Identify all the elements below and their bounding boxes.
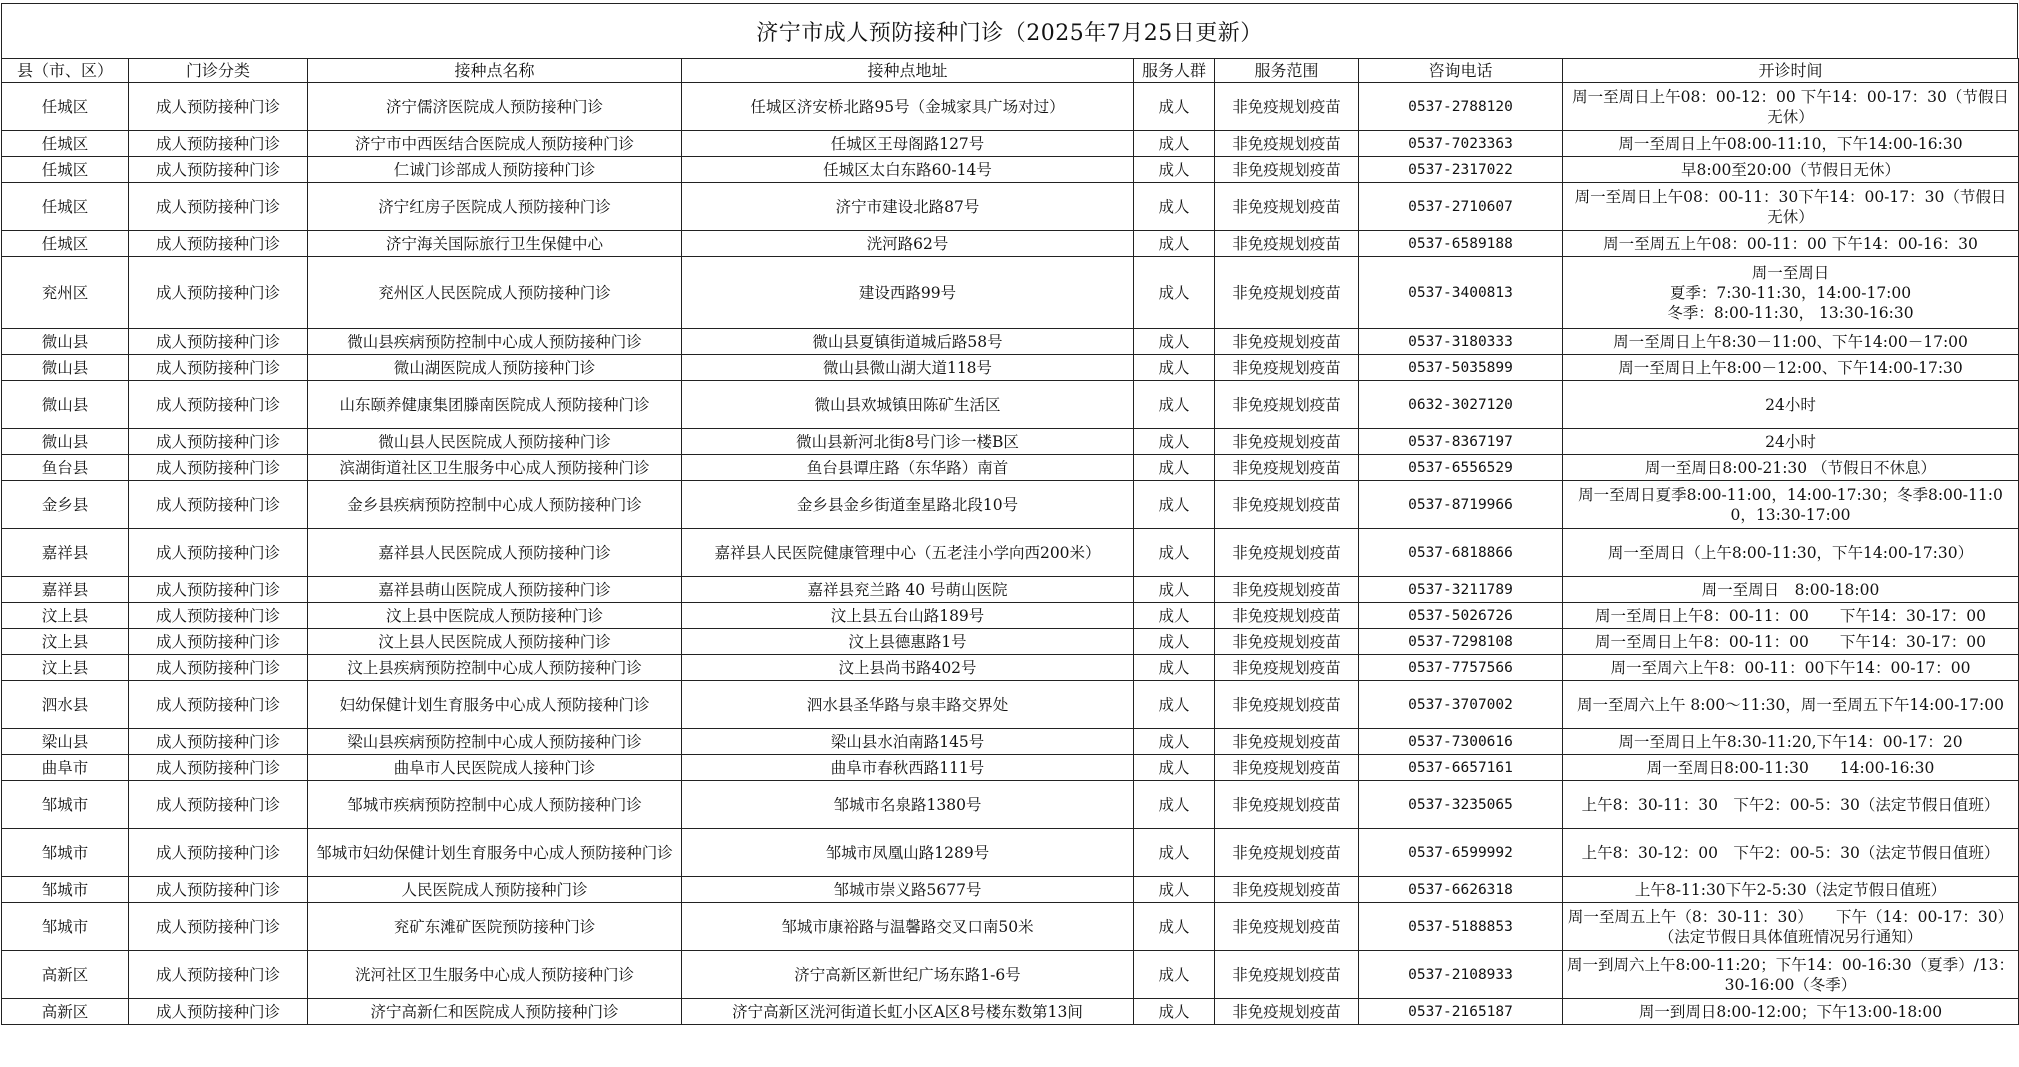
- address-cell: 微山县微山湖大道118号: [682, 355, 1134, 381]
- table-row: [2, 257, 2019, 329]
- phone-cell: 0537-5188853: [1359, 903, 1563, 951]
- scope-cell: 非免疫规划疫苗: [1215, 529, 1359, 577]
- phone-cell: 0537-6626318: [1359, 877, 1563, 903]
- table-row: [2, 429, 2019, 455]
- county-cell: 微山县: [2, 429, 129, 455]
- category-cell: 成人预防接种门诊: [129, 529, 308, 577]
- hours-line: 冬季：8:00-11:30， 13:30-16:30: [1667, 303, 1914, 322]
- county-cell: 微山县: [2, 381, 129, 429]
- table-row: [2, 629, 2019, 655]
- category-cell: 成人预防接种门诊: [129, 755, 308, 781]
- clinic-name-cell: 妇幼保健计划生育服务中心成人预防接种门诊: [308, 681, 682, 729]
- address-cell: 微山县夏镇街道城后路58号: [682, 329, 1134, 355]
- scope-cell: 非免疫规划疫苗: [1215, 355, 1359, 381]
- clinic-name-cell: 邹城市疾病预防控制中心成人预防接种门诊: [308, 781, 682, 829]
- clinic-name-cell: 金乡县疾病预防控制中心成人预防接种门诊: [308, 481, 682, 529]
- group-cell: 成人: [1134, 655, 1215, 681]
- scope-cell: 非免疫规划疫苗: [1215, 329, 1359, 355]
- table-row: [2, 781, 2019, 829]
- scope-cell: 非免疫规划疫苗: [1215, 681, 1359, 729]
- hours-cell: 周一至周五上午（8：30-11：30） 下午（14：00-17：30）（法定节假日具体值班情况另行通知）: [1563, 903, 2019, 951]
- hours-cell: 周一到周日8:00-12:00；下午13:00-18:00: [1563, 999, 2019, 1025]
- phone-cell: 0537-8367197: [1359, 429, 1563, 455]
- group-cell: 成人: [1134, 131, 1215, 157]
- address-cell: 任城区济安桥北路95号（金城家具广场对过）: [682, 83, 1134, 131]
- scope-cell: 非免疫规划疫苗: [1215, 781, 1359, 829]
- category-cell: 成人预防接种门诊: [129, 577, 308, 603]
- table-row: [2, 157, 2019, 183]
- scope-cell: 非免疫规划疫苗: [1215, 381, 1359, 429]
- phone-cell: 0537-6657161: [1359, 755, 1563, 781]
- table-row: [2, 481, 2019, 529]
- group-cell: 成人: [1134, 429, 1215, 455]
- category-cell: 成人预防接种门诊: [129, 131, 308, 157]
- category-cell: 成人预防接种门诊: [129, 183, 308, 231]
- phone-cell: 0537-2165187: [1359, 999, 1563, 1025]
- scope-cell: 非免疫规划疫苗: [1215, 729, 1359, 755]
- scope-cell: 非免疫规划疫苗: [1215, 829, 1359, 877]
- address-cell: 邹城市凤凰山路1289号: [682, 829, 1134, 877]
- phone-cell: 0632-3027120: [1359, 381, 1563, 429]
- county-cell: 任城区: [2, 231, 129, 257]
- county-cell: 鱼台县: [2, 455, 129, 481]
- scope-cell: 非免疫规划疫苗: [1215, 877, 1359, 903]
- county-cell: 汶上县: [2, 655, 129, 681]
- group-cell: 成人: [1134, 729, 1215, 755]
- table-row: [2, 381, 2019, 429]
- county-cell: 嘉祥县: [2, 577, 129, 603]
- address-cell: 汶上县尚书路402号: [682, 655, 1134, 681]
- scope-cell: 非免疫规划疫苗: [1215, 577, 1359, 603]
- county-cell: 金乡县: [2, 481, 129, 529]
- scope-cell: 非免疫规划疫苗: [1215, 755, 1359, 781]
- group-cell: 成人: [1134, 231, 1215, 257]
- table-row: [2, 603, 2019, 629]
- group-cell: 成人: [1134, 455, 1215, 481]
- category-cell: 成人预防接种门诊: [129, 903, 308, 951]
- address-cell: 汶上县五台山路189号: [682, 603, 1134, 629]
- hours-cell: 周一至周日上午8：00-11：00 下午14：30-17：00: [1563, 603, 2019, 629]
- county-cell: 邹城市: [2, 877, 129, 903]
- category-cell: 成人预防接种门诊: [129, 829, 308, 877]
- category-cell: 成人预防接种门诊: [129, 83, 308, 131]
- county-cell: 邹城市: [2, 829, 129, 877]
- phone-cell: 0537-8719966: [1359, 481, 1563, 529]
- table-row: [2, 329, 2019, 355]
- county-cell: 兖州区: [2, 257, 129, 329]
- clinic-table: [1, 58, 2019, 1025]
- hours-line: 周一至周日: [1751, 263, 1830, 282]
- category-cell: 成人预防接种门诊: [129, 429, 308, 455]
- address-cell: 济宁高新区新世纪广场东路1-6号: [682, 951, 1134, 999]
- phone-cell: 0537-7298108: [1359, 629, 1563, 655]
- clinic-name-cell: 微山县人民医院成人预防接种门诊: [308, 429, 682, 455]
- table-row: [2, 877, 2019, 903]
- table-row: [2, 183, 2019, 231]
- phone-cell: 0537-5026726: [1359, 603, 1563, 629]
- scope-cell: 非免疫规划疫苗: [1215, 481, 1359, 529]
- header-hours: 开诊时间: [1563, 59, 2019, 83]
- phone-cell: 0537-2710607: [1359, 183, 1563, 231]
- scope-cell: 非免疫规划疫苗: [1215, 257, 1359, 329]
- group-cell: 成人: [1134, 157, 1215, 183]
- group-cell: 成人: [1134, 681, 1215, 729]
- clinic-name-cell: 济宁高新仁和医院成人预防接种门诊: [308, 999, 682, 1025]
- phone-cell: 0537-5035899: [1359, 355, 1563, 381]
- address-cell: 梁山县水泊南路145号: [682, 729, 1134, 755]
- category-cell: 成人预防接种门诊: [129, 157, 308, 183]
- category-cell: 成人预防接种门诊: [129, 999, 308, 1025]
- group-cell: 成人: [1134, 329, 1215, 355]
- header-category: 门诊分类: [129, 59, 308, 83]
- category-cell: 成人预防接种门诊: [129, 481, 308, 529]
- county-cell: 任城区: [2, 157, 129, 183]
- address-cell: 金乡县金乡街道奎星路北段10号: [682, 481, 1134, 529]
- scope-cell: 非免疫规划疫苗: [1215, 231, 1359, 257]
- county-cell: 微山县: [2, 355, 129, 381]
- hours-cell: [1563, 257, 2019, 329]
- clinic-name-cell: 微山湖医院成人预防接种门诊: [308, 355, 682, 381]
- address-cell: 泗水县圣华路与泉丰路交界处: [682, 681, 1134, 729]
- header-phone: 咨询电话: [1359, 59, 1563, 83]
- phone-cell: 0537-6599992: [1359, 829, 1563, 877]
- address-cell: 微山县欢城镇田陈矿生活区: [682, 381, 1134, 429]
- table-row: [2, 655, 2019, 681]
- scope-cell: 非免疫规划疫苗: [1215, 455, 1359, 481]
- address-cell: 嘉祥县兖兰路 40 号萌山医院: [682, 577, 1134, 603]
- table-row: [2, 903, 2019, 951]
- category-cell: 成人预防接种门诊: [129, 455, 308, 481]
- table-row: [2, 231, 2019, 257]
- scope-cell: 非免疫规划疫苗: [1215, 131, 1359, 157]
- hours-cell: 早8:00至20:00（节假日无休）: [1563, 157, 2019, 183]
- address-cell: 鱼台县谭庄路（东华路）南首: [682, 455, 1134, 481]
- phone-cell: 0537-7300616: [1359, 729, 1563, 755]
- hours-cell: 周一至周日上午8:30-11:20,下午14：00-17：20: [1563, 729, 2019, 755]
- address-cell: 微山县新河北街8号门诊一楼B区: [682, 429, 1134, 455]
- county-cell: 微山县: [2, 329, 129, 355]
- clinic-name-cell: 山东颐养健康集团滕南医院成人预防接种门诊: [308, 381, 682, 429]
- clinic-name-cell: 曲阜市人民医院成人接种门诊: [308, 755, 682, 781]
- phone-cell: 0537-7757566: [1359, 655, 1563, 681]
- county-cell: 高新区: [2, 951, 129, 999]
- clinic-name-cell: 洸河社区卫生服务中心成人预防接种门诊: [308, 951, 682, 999]
- group-cell: 成人: [1134, 829, 1215, 877]
- phone-cell: 0537-3235065: [1359, 781, 1563, 829]
- clinic-name-cell: 兖矿东滩矿医院预防接种门诊: [308, 903, 682, 951]
- hours-cell: 上午8：30-11：30 下午2：00-5：30（法定节假日值班）: [1563, 781, 2019, 829]
- hours-cell: 周一至周日上午08：00-11：30下午14：00-17：30（节假日无休）: [1563, 183, 2019, 231]
- scope-cell: 非免疫规划疫苗: [1215, 629, 1359, 655]
- group-cell: 成人: [1134, 529, 1215, 577]
- page-title: 济宁市成人预防接种门诊（2025年7月25日更新）: [1, 3, 2018, 58]
- address-cell: 建设西路99号: [682, 257, 1134, 329]
- clinic-name-cell: 汶上县人民医院成人预防接种门诊: [308, 629, 682, 655]
- clinic-name-cell: 嘉祥县人民医院成人预防接种门诊: [308, 529, 682, 577]
- category-cell: 成人预防接种门诊: [129, 877, 308, 903]
- hours-cell: 周一至周日（上午8:00-11:30，下午14:00-17:30）: [1563, 529, 2019, 577]
- phone-cell: 0537-3707002: [1359, 681, 1563, 729]
- category-cell: 成人预防接种门诊: [129, 729, 308, 755]
- county-cell: 任城区: [2, 183, 129, 231]
- category-cell: 成人预防接种门诊: [129, 231, 308, 257]
- address-cell: 任城区太白东路60-14号: [682, 157, 1134, 183]
- county-cell: 曲阜市: [2, 755, 129, 781]
- spreadsheet: [1, 3, 2018, 1067]
- address-cell: 邹城市名泉路1380号: [682, 781, 1134, 829]
- address-cell: 邹城市康裕路与温馨路交叉口南50米: [682, 903, 1134, 951]
- hours-cell: 周一至周六上午 8:00～11:30，周一至周五下午14:00-17:00: [1563, 681, 2019, 729]
- scope-cell: 非免疫规划疫苗: [1215, 429, 1359, 455]
- hours-cell: 周一至周日上午8:00－12:00、下午14:00-17:30: [1563, 355, 2019, 381]
- clinic-name-cell: 人民医院成人预防接种门诊: [308, 877, 682, 903]
- header-group: 服务人群: [1134, 59, 1215, 83]
- county-cell: 任城区: [2, 83, 129, 131]
- county-cell: 邹城市: [2, 903, 129, 951]
- clinic-name-cell: 汶上县中医院成人预防接种门诊: [308, 603, 682, 629]
- clinic-name-cell: 仁诚门诊部成人预防接种门诊: [308, 157, 682, 183]
- address-cell: 邹城市崇义路5677号: [682, 877, 1134, 903]
- hours-cell: 周一至周日上午8：00-11：00 下午14：30-17：00: [1563, 629, 2019, 655]
- table-row: [2, 131, 2019, 157]
- clinic-name-cell: 兖州区人民医院成人预防接种门诊: [308, 257, 682, 329]
- category-cell: 成人预防接种门诊: [129, 629, 308, 655]
- clinic-name-cell: 梁山县疾病预防控制中心成人预防接种门诊: [308, 729, 682, 755]
- phone-cell: 0537-6556529: [1359, 455, 1563, 481]
- group-cell: 成人: [1134, 999, 1215, 1025]
- phone-cell: 0537-6589188: [1359, 231, 1563, 257]
- clinic-name-cell: 济宁儒济医院成人预防接种门诊: [308, 83, 682, 131]
- county-cell: 汶上县: [2, 603, 129, 629]
- hours-cell: 上午8-11:30下午2-5:30（法定节假日值班）: [1563, 877, 2019, 903]
- clinic-name-cell: 微山县疾病预防控制中心成人预防接种门诊: [308, 329, 682, 355]
- hours-cell: 24小时: [1563, 381, 2019, 429]
- address-cell: 嘉祥县人民医院健康管理中心（五老洼小学向西200米）: [682, 529, 1134, 577]
- phone-cell: 0537-3180333: [1359, 329, 1563, 355]
- header-name: 接种点名称: [308, 59, 682, 83]
- clinic-name-cell: 邹城市妇幼保健计划生育服务中心成人预防接种门诊: [308, 829, 682, 877]
- scope-cell: 非免疫规划疫苗: [1215, 83, 1359, 131]
- category-cell: 成人预防接种门诊: [129, 781, 308, 829]
- scope-cell: 非免疫规划疫苗: [1215, 951, 1359, 999]
- group-cell: 成人: [1134, 83, 1215, 131]
- table-row: [2, 83, 2019, 131]
- county-cell: 邹城市: [2, 781, 129, 829]
- clinic-name-cell: 济宁红房子医院成人预防接种门诊: [308, 183, 682, 231]
- address-cell: 济宁市建设北路87号: [682, 183, 1134, 231]
- category-cell: 成人预防接种门诊: [129, 329, 308, 355]
- hours-cell: 周一至周日上午08：00-12：00 下午14：00-17：30（节假日无休）: [1563, 83, 2019, 131]
- group-cell: 成人: [1134, 951, 1215, 999]
- category-cell: 成人预防接种门诊: [129, 681, 308, 729]
- group-cell: 成人: [1134, 903, 1215, 951]
- hours-cell: 周一至周日夏季8:00-11:00，14:00-17:30；冬季8:00-11:00，13:30-17:00: [1563, 481, 2019, 529]
- hours-cell: 周一至周日上午08:00-11:10，下午14:00-16:30: [1563, 131, 2019, 157]
- scope-cell: 非免疫规划疫苗: [1215, 999, 1359, 1025]
- table-header-row: [2, 59, 2019, 83]
- phone-cell: 0537-2788120: [1359, 83, 1563, 131]
- clinic-name-cell: 滨湖街道社区卫生服务中心成人预防接种门诊: [308, 455, 682, 481]
- clinic-name-cell: 济宁海关国际旅行卫生保健中心: [308, 231, 682, 257]
- category-cell: 成人预防接种门诊: [129, 603, 308, 629]
- hours-cell: 周一至周日上午8:30－11:00、下午14:00－17:00: [1563, 329, 2019, 355]
- category-cell: 成人预防接种门诊: [129, 655, 308, 681]
- county-cell: 任城区: [2, 131, 129, 157]
- group-cell: 成人: [1134, 183, 1215, 231]
- phone-cell: 0537-3211789: [1359, 577, 1563, 603]
- clinic-name-cell: 济宁市中西医结合医院成人预防接种门诊: [308, 131, 682, 157]
- hours-cell: 周一至周日8:00-21:30 （节假日不休息）: [1563, 455, 2019, 481]
- scope-cell: 非免疫规划疫苗: [1215, 183, 1359, 231]
- county-cell: 嘉祥县: [2, 529, 129, 577]
- scope-cell: 非免疫规划疫苗: [1215, 655, 1359, 681]
- group-cell: 成人: [1134, 381, 1215, 429]
- header-address: 接种点地址: [682, 59, 1134, 83]
- category-cell: 成人预防接种门诊: [129, 257, 308, 329]
- table-row: [2, 951, 2019, 999]
- category-cell: 成人预防接种门诊: [129, 381, 308, 429]
- group-cell: 成人: [1134, 481, 1215, 529]
- phone-cell: 0537-7023363: [1359, 131, 1563, 157]
- table-row: [2, 355, 2019, 381]
- group-cell: 成人: [1134, 629, 1215, 655]
- phone-cell: 0537-6818866: [1359, 529, 1563, 577]
- table-row: [2, 999, 2019, 1025]
- group-cell: 成人: [1134, 603, 1215, 629]
- table-row: [2, 829, 2019, 877]
- hours-cell: 周一至周日 8:00-18:00: [1563, 577, 2019, 603]
- table-row: [2, 455, 2019, 481]
- hours-cell: 周一至周日8:00-11:30 14:00-16:30: [1563, 755, 2019, 781]
- category-cell: 成人预防接种门诊: [129, 951, 308, 999]
- table-row: [2, 755, 2019, 781]
- phone-cell: 0537-3400813: [1359, 257, 1563, 329]
- header-scope: 服务范围: [1215, 59, 1359, 83]
- group-cell: 成人: [1134, 781, 1215, 829]
- address-cell: 汶上县德惠路1号: [682, 629, 1134, 655]
- phone-cell: 0537-2108933: [1359, 951, 1563, 999]
- hours-cell: 周一至周六上午8：00-11：00下午14：00-17：00: [1563, 655, 2019, 681]
- category-cell: 成人预防接种门诊: [129, 355, 308, 381]
- address-cell: 洸河路62号: [682, 231, 1134, 257]
- group-cell: 成人: [1134, 577, 1215, 603]
- table-row: [2, 529, 2019, 577]
- table-row: [2, 729, 2019, 755]
- county-cell: 汶上县: [2, 629, 129, 655]
- phone-cell: 0537-2317022: [1359, 157, 1563, 183]
- address-cell: 济宁高新区洸河街道长虹小区A区8号楼东数第13间: [682, 999, 1134, 1025]
- group-cell: 成人: [1134, 877, 1215, 903]
- address-cell: 曲阜市春秋西路111号: [682, 755, 1134, 781]
- hours-line: 夏季：7:30-11:30，14:00-17:00: [1669, 283, 1912, 302]
- scope-cell: 非免疫规划疫苗: [1215, 903, 1359, 951]
- hours-cell: 周一到周六上午8:00-11:20；下午14：00-16:30（夏季）/13：30-16:00（冬季）: [1563, 951, 2019, 999]
- address-cell: 任城区王母阁路127号: [682, 131, 1134, 157]
- county-cell: 泗水县: [2, 681, 129, 729]
- hours-cell: 上午8：30-12：00 下午2：00-5：30（法定节假日值班）: [1563, 829, 2019, 877]
- header-county: 县（市、区）: [2, 59, 129, 83]
- county-cell: 高新区: [2, 999, 129, 1025]
- county-cell: 梁山县: [2, 729, 129, 755]
- group-cell: 成人: [1134, 755, 1215, 781]
- group-cell: 成人: [1134, 355, 1215, 381]
- scope-cell: 非免疫规划疫苗: [1215, 603, 1359, 629]
- group-cell: 成人: [1134, 257, 1215, 329]
- clinic-name-cell: 汶上县疾病预防控制中心成人预防接种门诊: [308, 655, 682, 681]
- hours-cell: 周一至周五上午08：00-11：00 下午14：00-16：30: [1563, 231, 2019, 257]
- hours-cell: 24小时: [1563, 429, 2019, 455]
- clinic-name-cell: 嘉祥县萌山医院成人预防接种门诊: [308, 577, 682, 603]
- table-row: [2, 681, 2019, 729]
- scope-cell: 非免疫规划疫苗: [1215, 157, 1359, 183]
- table-row: [2, 577, 2019, 603]
